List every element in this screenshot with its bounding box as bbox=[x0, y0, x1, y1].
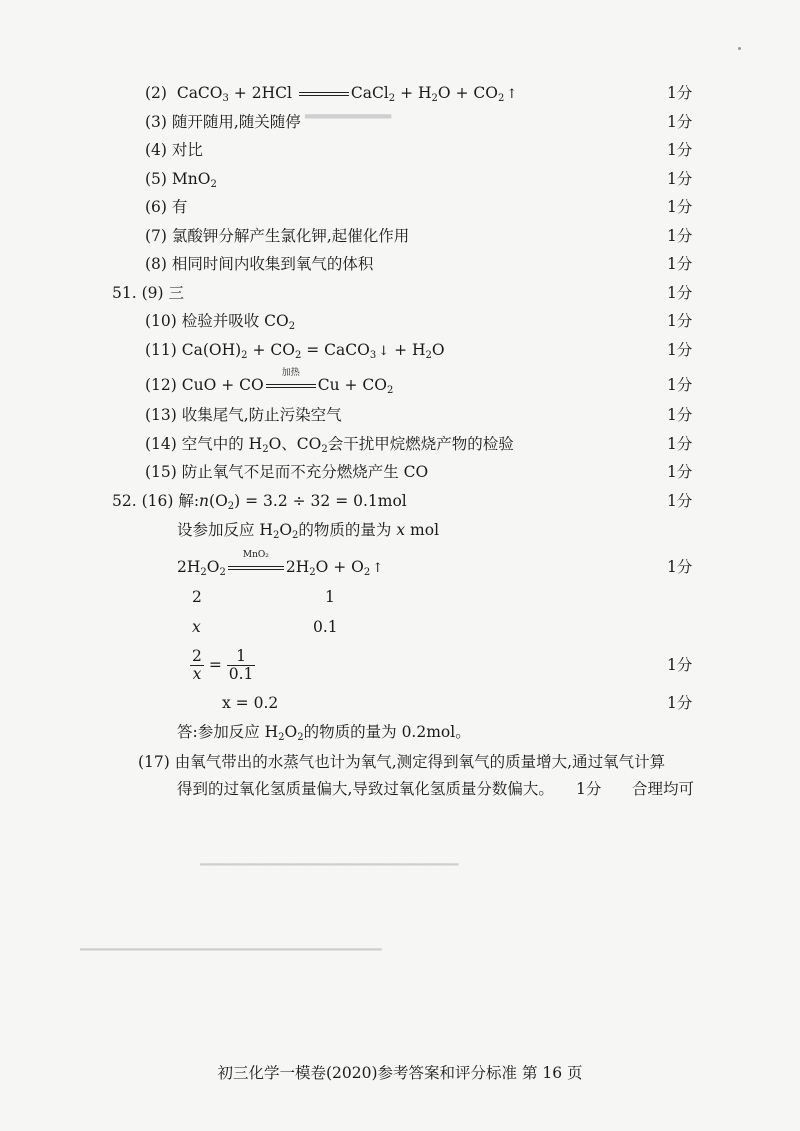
score-3: 1分 bbox=[667, 113, 693, 131]
answer-11: (11) $Ca(OH)_2 + CO_2$ = CaCO$_3$ ↓ + $H_2O$ bbox=[145, 341, 445, 361]
gas-arrow-icon: ↑ bbox=[372, 561, 384, 576]
score-10: 1分 bbox=[667, 312, 693, 330]
answer-17-line2: 得到的过氧化氢质量偏大,导致过氧化氢质量分数偏大。 bbox=[177, 780, 554, 798]
note-17: 合理均可 bbox=[632, 780, 695, 798]
answer-7: (7) 氯酸钾分解产生氯化钾,起催化作用 bbox=[145, 227, 410, 245]
score-6: 1分 bbox=[667, 198, 693, 216]
fraction-left: $\frac{2}{x}$ bbox=[192, 647, 202, 683]
answer-10: (10) 检验并吸收 $CO_2$ bbox=[145, 312, 296, 332]
answer-15: (15) 防止氧气不足而不充分燃烧产生 CO bbox=[145, 463, 429, 481]
score-4: 1分 bbox=[667, 141, 693, 159]
speck bbox=[738, 47, 741, 50]
decomposition-equation: $2H_2O_2$ MnO₂ $2H_2O + O_2$ ↑ bbox=[177, 550, 384, 578]
score-7: 1分 bbox=[667, 227, 693, 245]
score-5: 1分 bbox=[667, 170, 693, 188]
bleed-through-mark: ▁▁▁▁▁▁▁▁▁▁▁▁▁▁▁▁▁▁▁▁▁▁▁▁ bbox=[200, 850, 459, 866]
answer-4: (4) 对比 bbox=[145, 141, 203, 159]
score-16: 1分 bbox=[667, 492, 693, 510]
fraction-right: $\frac{1}{0.1}$ bbox=[228, 647, 254, 683]
precipitate-arrow-icon: ↓ bbox=[378, 344, 390, 359]
proportion: $\frac{2}{x}$ = $\frac{1}{0.1}$ bbox=[192, 647, 254, 683]
ratio-right-value: 0.1 bbox=[313, 618, 338, 636]
score-proportion: 1分 bbox=[667, 656, 693, 674]
condition-heat: 加热 bbox=[264, 375, 318, 395]
score-14: 1分 bbox=[667, 435, 693, 453]
answer-14: (14) 空气中的 $H_2O$、$CO_2$会干扰甲烷燃烧产物的检验 bbox=[145, 435, 514, 455]
ratio-left-coef: 2 bbox=[192, 588, 202, 606]
answer-13: (13) 收集尾气,防止污染空气 bbox=[145, 406, 342, 424]
bleed-through-mark: ▂▂▂▂▂▂▂▂ bbox=[305, 103, 392, 119]
score-17: 1分 bbox=[576, 780, 602, 798]
score-12: 1分 bbox=[667, 376, 693, 394]
score-15: 1分 bbox=[667, 463, 693, 481]
gas-arrow-icon: ↑ bbox=[506, 87, 518, 102]
answer-12: (12) CuO + CO 加热 $Cu + CO_2$ bbox=[145, 368, 394, 396]
bleed-through-mark: ▁▁▁▁▁▁▁▁▁▁▁▁▁▁▁▁▁▁▁▁▁▁▁▁▁▁▁▁ bbox=[80, 935, 382, 951]
answer-17-line1: (17) 由氧气带出的水蒸气也计为氧气,测定得到氧气的质量增大,通过氧气计算 bbox=[138, 753, 666, 771]
score-8: 1分 bbox=[667, 255, 693, 273]
answer-3: (3) 随开随用,随关随停 bbox=[145, 113, 301, 131]
score-9: 1分 bbox=[667, 284, 693, 302]
answer-2: (2) CaCO$_3$ + 2HCl CaCl$_2$ + $H_2O + CO_2$ ↑ bbox=[145, 84, 518, 104]
answer-16: 52. (16) 解$:n(O_2) = 3.2 \div 32 = 0.1mol$ bbox=[112, 492, 407, 512]
let-statement: 设参加反应 $H_2O_2$的物质的量为 x mol bbox=[177, 521, 440, 541]
score-2: 1分 bbox=[667, 84, 693, 102]
answer-statement: 答:参加反应 $H_2O_2$的物质的量为 0.2mol。 bbox=[177, 723, 471, 743]
answer-6: (6) 有 bbox=[145, 198, 188, 216]
ratio-left-unknown: x bbox=[192, 618, 201, 636]
condition-catalyst: MnO₂ bbox=[226, 557, 286, 577]
equals-sign bbox=[297, 83, 351, 103]
page-footer: 初三化学一模卷(2020)参考答案和评分标准 第 16 页 bbox=[217, 1064, 583, 1082]
score-result: 1分 bbox=[667, 694, 693, 712]
x-result: x = 0.2 bbox=[222, 694, 279, 712]
answer-9: 51. (9) 三 bbox=[112, 284, 184, 302]
answer-8: (8) 相同时间内收集到氧气的体积 bbox=[145, 255, 374, 273]
answer-5: (5) MnO$_2$ bbox=[145, 170, 217, 190]
score-13: 1分 bbox=[667, 406, 693, 424]
score-equation: 1分 bbox=[667, 558, 693, 576]
score-11: 1分 bbox=[667, 341, 693, 359]
ratio-right-coef: 1 bbox=[325, 588, 335, 606]
